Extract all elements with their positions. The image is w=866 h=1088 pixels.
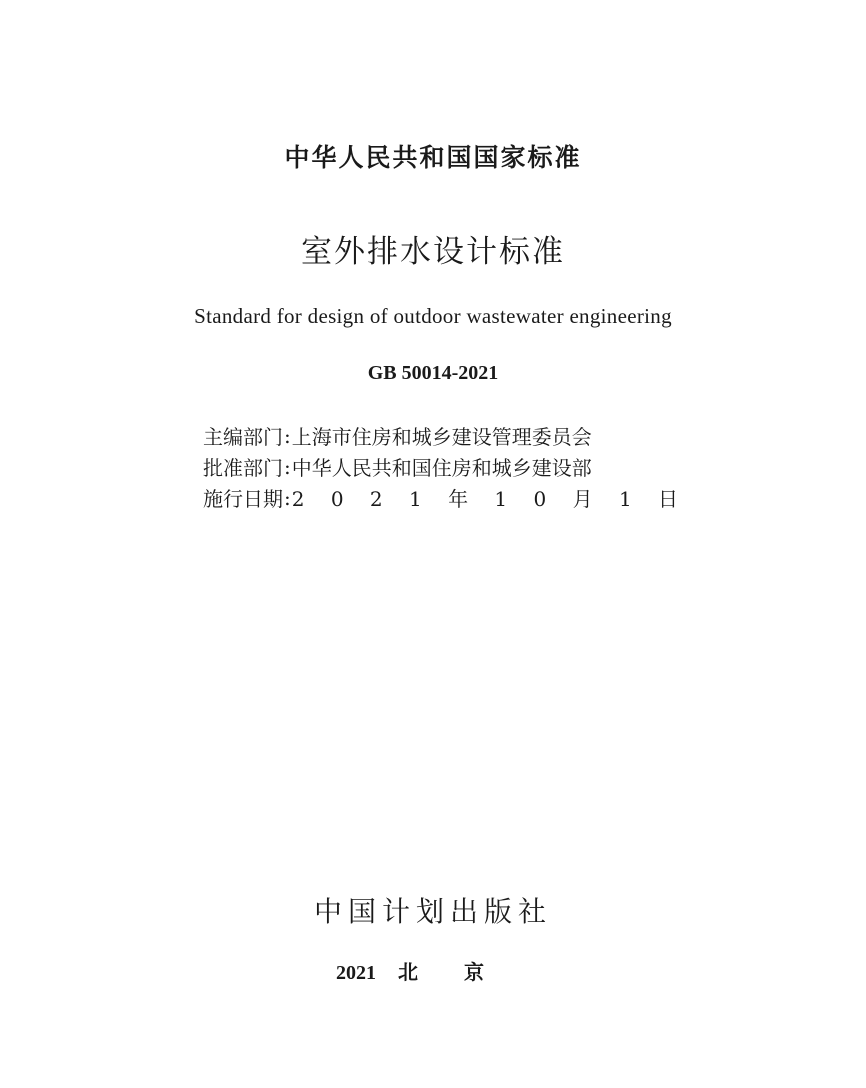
national-standard-heading: 中华人民共和国国家标准	[284, 143, 582, 172]
approver-value: 中华人民共和国住房和城乡建设部	[291, 456, 592, 480]
editor-value: 上海市住房和城乡建设管理委员会	[291, 425, 592, 449]
editor-label: 主编部门	[203, 425, 283, 449]
effective-date-row	[203, 482, 689, 513]
effective-date-label: 施行日期	[203, 487, 283, 511]
standard-title-english: Standard for design of outdoor wastewater engineering	[194, 304, 672, 328]
standard-code: GB 50014-2021	[367, 362, 499, 384]
publication-imprint	[0, 956, 866, 985]
approver-separator: :	[284, 454, 291, 479]
publication-city: 北京	[398, 962, 530, 984]
approver-label: 批准部门	[203, 456, 283, 480]
approver-row	[203, 451, 673, 482]
editor-row	[203, 420, 673, 451]
issuance-info	[203, 420, 689, 513]
standard-title-chinese: 室外排水设计标准	[301, 234, 565, 270]
effective-date-separator: :	[284, 485, 291, 510]
publisher-name: 中国计划出版社	[313, 895, 552, 928]
publication-year: 2021	[336, 962, 376, 984]
editor-separator: :	[284, 423, 291, 448]
effective-date-value: 2 0 2 1 年 1 0 月 1 日	[291, 487, 689, 511]
